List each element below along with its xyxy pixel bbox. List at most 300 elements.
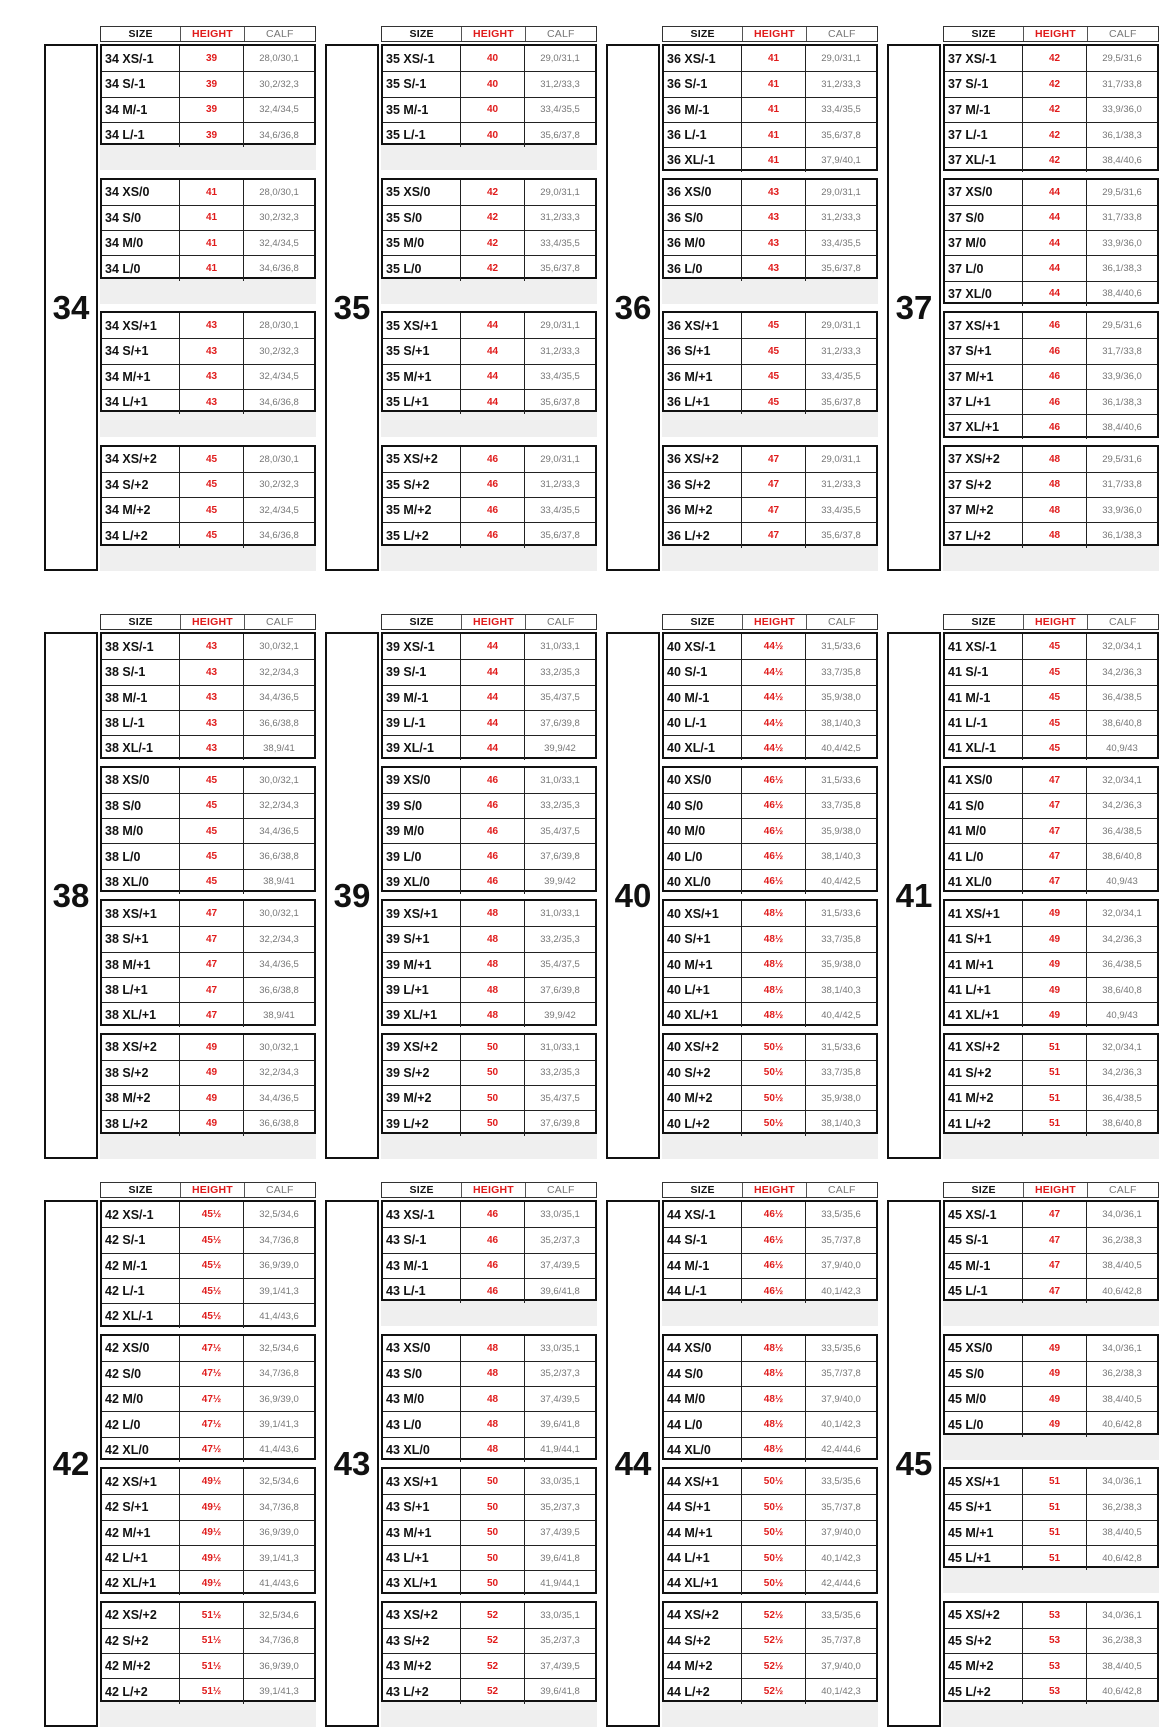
calf-value: 39,6/41,8 [540, 1686, 580, 1698]
size-group [381, 899, 597, 1026]
size-label: 39 XL/0 [383, 870, 461, 894]
size-label: 43 XS/0 [383, 1336, 461, 1361]
calf-value: 31,2/33,3 [540, 78, 580, 90]
height-value: 47 [742, 523, 806, 547]
size-label: 44 S/+1 [664, 1495, 742, 1519]
height-value: 53 [1023, 1629, 1087, 1653]
calf-value: 34,7/36,8 [259, 1234, 299, 1246]
size-label: 41 XS/+2 [945, 1035, 1023, 1060]
size-label: 43 XL/0 [383, 1438, 461, 1462]
calf-column-header: CALF [525, 27, 596, 41]
size-row [664, 147, 876, 172]
size-row [102, 71, 314, 96]
calf-value: 41,4/43,6 [259, 1444, 299, 1456]
size-row [945, 230, 1157, 255]
calf-value: 30,0/32,1 [259, 908, 299, 920]
calf-value: 35,6/37,8 [821, 396, 861, 408]
size-label: 42 S/+2 [102, 1629, 180, 1653]
size-row [102, 230, 314, 255]
size-row [383, 1494, 595, 1519]
calf-value: 36,9/39,0 [259, 1393, 299, 1405]
size-row [102, 1494, 314, 1519]
size-row [664, 1678, 876, 1703]
size-row [102, 634, 314, 659]
size-row [945, 1202, 1157, 1227]
height-value: 42 [1023, 72, 1087, 96]
height-value: 49 [180, 1061, 244, 1085]
size-label: 42 L/-1 [102, 1279, 180, 1303]
height-value: 51 [1023, 1111, 1087, 1135]
size-column-header: SIZE [690, 1184, 715, 1196]
shoe-size-number: 34 [44, 44, 98, 571]
size-row [945, 1227, 1157, 1252]
size-group [943, 311, 1159, 438]
size-row [664, 313, 876, 338]
height-value: 51 [1023, 1521, 1087, 1545]
size-row [102, 1628, 314, 1653]
height-value: 52 [461, 1679, 525, 1703]
height-value: 45 [180, 498, 244, 522]
size-label: 44 XS/+2 [664, 1603, 742, 1628]
size-label: 34 L/+2 [102, 523, 180, 547]
calf-value: 36,9/39,0 [259, 1260, 299, 1272]
calf-value: 38,6/40,8 [1102, 1118, 1142, 1130]
calf-value: 35,9/38,0 [821, 692, 861, 704]
size-row [945, 281, 1157, 306]
size-row [664, 1336, 876, 1361]
size-row [664, 1520, 876, 1545]
size-group [662, 178, 878, 279]
height-value: 50 [461, 1086, 525, 1110]
calf-value: 34,0/36,1 [1102, 1609, 1142, 1621]
size-row [102, 1437, 314, 1462]
size-row [383, 1386, 595, 1411]
size-label: 35 XS/0 [383, 180, 461, 205]
calf-value: 40,1/42,3 [821, 1285, 861, 1297]
height-value: 45 [742, 390, 806, 414]
height-value: 45½ [180, 1254, 244, 1278]
height-value: 45½ [180, 1202, 244, 1227]
size-label: 41 M/0 [945, 819, 1023, 843]
size-label: 37 L/+1 [945, 390, 1023, 414]
size-label: 40 XS/0 [664, 768, 742, 793]
size-group [662, 44, 878, 171]
height-value: 46 [461, 794, 525, 818]
calf-value: 36,2/38,3 [1102, 1635, 1142, 1647]
calf-value: 34,0/36,1 [1102, 1476, 1142, 1488]
size-label: 43 XS/+1 [383, 1469, 461, 1494]
size-column-header: SIZE [409, 616, 434, 628]
height-value: 40 [461, 46, 525, 71]
height-value: 48 [461, 927, 525, 951]
size-row [383, 1060, 595, 1085]
height-value: 51½ [180, 1679, 244, 1703]
size-label: 45 XS/+1 [945, 1469, 1023, 1494]
calf-value: 34,6/36,8 [259, 129, 299, 141]
size-label: 36 XS/+2 [664, 447, 742, 472]
calf-value: 34,2/36,3 [1102, 800, 1142, 812]
size-label: 40 S/+1 [664, 927, 742, 951]
size-label: 39 L/+2 [383, 1111, 461, 1135]
size-row [664, 1386, 876, 1411]
size-row [945, 685, 1157, 710]
calf-value: 28,0/30,1 [259, 320, 299, 332]
size-group [100, 44, 316, 145]
calf-value: 34,4/36,5 [259, 1092, 299, 1104]
size-label: 35 S/+1 [383, 339, 461, 363]
height-value: 43 [180, 660, 244, 684]
height-value: 43 [180, 390, 244, 414]
empty-slot [662, 412, 878, 437]
size-label: 43 M/+2 [383, 1654, 461, 1678]
calf-value: 34,4/36,5 [259, 959, 299, 971]
size-row [945, 1603, 1157, 1628]
size-row [102, 1278, 314, 1303]
calf-value: 40,4/42,5 [821, 876, 861, 888]
calf-value: 40,6/42,8 [1102, 1419, 1142, 1431]
size-label: 41 S/+1 [945, 927, 1023, 951]
height-value: 45 [180, 819, 244, 843]
size-group [100, 1601, 316, 1702]
height-value: 50½ [742, 1035, 806, 1060]
calf-value: 33,0/35,1 [540, 1209, 580, 1221]
height-value: 39 [180, 46, 244, 71]
size-row [945, 46, 1157, 71]
size-row [383, 1227, 595, 1252]
size-row [664, 1202, 876, 1227]
size-group [943, 44, 1159, 171]
size-label: 35 XS/-1 [383, 46, 461, 71]
size-label: 42 XL/+1 [102, 1571, 180, 1595]
calf-value: 34,0/36,1 [1102, 1209, 1142, 1221]
size-group [662, 1467, 878, 1594]
size-row [664, 952, 876, 977]
calf-value: 37,9/40,0 [821, 1260, 861, 1272]
height-value: 45 [742, 313, 806, 338]
size-group [100, 445, 316, 546]
height-value: 44½ [742, 736, 806, 760]
size-row [664, 1603, 876, 1628]
size-row [664, 230, 876, 255]
size-label: 37 M/-1 [945, 98, 1023, 122]
size-label: 37 XS/+1 [945, 313, 1023, 338]
size-column-header: SIZE [409, 28, 434, 40]
size-label: 35 XS/+1 [383, 313, 461, 338]
column-header-row [381, 614, 597, 630]
size-label: 40 S/0 [664, 794, 742, 818]
size-label: 40 S/+2 [664, 1061, 742, 1085]
size-label: 42 XS/+2 [102, 1603, 180, 1628]
calf-value: 40,4/42,5 [821, 742, 861, 754]
size-row [383, 497, 595, 522]
size-row [102, 1002, 314, 1027]
size-row [383, 1085, 595, 1110]
size-row [383, 768, 595, 793]
size-row [664, 1253, 876, 1278]
height-value: 47 [180, 1003, 244, 1027]
calf-value: 33,4/35,5 [540, 371, 580, 383]
size-row [102, 1411, 314, 1436]
size-row [945, 1002, 1157, 1027]
size-label: 42 M/+1 [102, 1521, 180, 1545]
calf-value: 32,5/34,6 [259, 1209, 299, 1221]
height-value: 50 [461, 1546, 525, 1570]
size-group [662, 632, 878, 759]
size-label: 38 XS/+2 [102, 1035, 180, 1060]
size-label: 44 XL/+1 [664, 1571, 742, 1595]
calf-value: 39,9/42 [544, 876, 576, 888]
size-label: 34 M/+1 [102, 365, 180, 389]
size-label: 41 S/0 [945, 794, 1023, 818]
size-label: 37 M/+2 [945, 498, 1023, 522]
calf-value: 39,1/41,3 [259, 1285, 299, 1297]
shoe-size-number: 45 [887, 1200, 941, 1727]
size-row [102, 1386, 314, 1411]
calf-value: 33,2/35,3 [540, 666, 580, 678]
size-label: 39 L/0 [383, 844, 461, 868]
height-value: 43 [180, 686, 244, 710]
size-label: 37 M/+1 [945, 365, 1023, 389]
height-value: 47½ [180, 1336, 244, 1361]
size-label: 37 S/-1 [945, 72, 1023, 96]
size-row [102, 1085, 314, 1110]
size-label: 38 S/+1 [102, 927, 180, 951]
size-label: 39 M/-1 [383, 686, 461, 710]
size-group [943, 1200, 1159, 1301]
height-value: 39 [180, 98, 244, 122]
size-row [664, 1361, 876, 1386]
height-value: 46 [461, 1254, 525, 1278]
size-row [383, 1437, 595, 1462]
height-value: 50½ [742, 1495, 806, 1519]
calf-value: 33,4/35,5 [821, 104, 861, 116]
size-label: 35 L/-1 [383, 123, 461, 147]
size-row [102, 710, 314, 735]
calf-value: 40,4/42,5 [821, 1009, 861, 1021]
size-group [100, 766, 316, 893]
size-row [664, 1227, 876, 1252]
size-label: 45 XS/-1 [945, 1202, 1023, 1227]
calf-value: 35,6/37,8 [821, 530, 861, 542]
size-row [102, 1336, 314, 1361]
size-row [383, 1361, 595, 1386]
height-value: 48 [1023, 523, 1087, 547]
height-value: 46 [461, 473, 525, 497]
size-label: 40 L/0 [664, 844, 742, 868]
size-group [100, 178, 316, 279]
calf-value: 34,4/36,5 [259, 825, 299, 837]
calf-value: 40,9/43 [1106, 1009, 1138, 1021]
shoe-size-number: 40 [606, 632, 660, 1159]
size-label: 42 XL/0 [102, 1438, 180, 1462]
calf-value: 31,2/33,3 [821, 212, 861, 224]
size-row [664, 46, 876, 71]
calf-value: 36,2/38,3 [1102, 1501, 1142, 1513]
height-value: 51½ [180, 1629, 244, 1653]
size-label: 39 XS/+2 [383, 1035, 461, 1060]
calf-value: 35,4/37,5 [540, 959, 580, 971]
height-value: 52½ [742, 1654, 806, 1678]
size-row [102, 1603, 314, 1628]
calf-value: 29,0/31,1 [821, 53, 861, 65]
height-value: 46½ [742, 794, 806, 818]
size-group [100, 1200, 316, 1327]
calf-value: 37,9/40,0 [821, 1527, 861, 1539]
size-row [102, 472, 314, 497]
size-row [383, 1628, 595, 1653]
size-label: 36 S/+2 [664, 473, 742, 497]
size-label: 39 XL/-1 [383, 736, 461, 760]
height-value: 47 [1023, 870, 1087, 894]
calf-value: 37,4/39,5 [540, 1527, 580, 1539]
size-row [102, 1227, 314, 1252]
height-value: 44 [461, 686, 525, 710]
size-row [102, 205, 314, 230]
size-label: 34 XS/0 [102, 180, 180, 205]
size-row [945, 522, 1157, 547]
calf-value: 29,5/31,6 [1102, 453, 1142, 465]
size-label: 42 XS/+1 [102, 1469, 180, 1494]
size-row [102, 338, 314, 363]
size-row [383, 180, 595, 205]
size-row [945, 793, 1157, 818]
size-label: 40 XS/+2 [664, 1035, 742, 1060]
size-row [102, 793, 314, 818]
calf-value: 28,0/30,1 [259, 453, 299, 465]
size-label: 38 M/+1 [102, 953, 180, 977]
size-row [945, 1253, 1157, 1278]
height-value: 44 [1023, 180, 1087, 205]
size-label: 40 M/+2 [664, 1086, 742, 1110]
calf-value: 32,2/34,3 [259, 800, 299, 812]
size-label: 34 L/-1 [102, 123, 180, 147]
size-row [102, 685, 314, 710]
size-row [664, 659, 876, 684]
size-row [664, 122, 876, 147]
height-value: 42 [461, 256, 525, 280]
size-label: 34 S/-1 [102, 72, 180, 96]
height-value: 46 [1023, 339, 1087, 363]
calf-value: 32,4/34,5 [259, 504, 299, 516]
size-label: 43 L/0 [383, 1412, 461, 1436]
calf-value: 37,9/40,0 [821, 1393, 861, 1405]
empty-slot [381, 1134, 597, 1159]
calf-value: 41,9/44,1 [540, 1577, 580, 1589]
calf-value: 41,4/43,6 [259, 1577, 299, 1589]
empty-slot [381, 412, 597, 437]
size-label: 44 M/0 [664, 1387, 742, 1411]
size-label: 39 S/+1 [383, 927, 461, 951]
size-label: 45 M/+2 [945, 1654, 1023, 1678]
height-value: 47 [180, 978, 244, 1002]
height-value: 52 [461, 1654, 525, 1678]
calf-value: 33,0/35,1 [540, 1342, 580, 1354]
size-row [383, 1653, 595, 1678]
height-value: 47 [1023, 1254, 1087, 1278]
size-row [102, 180, 314, 205]
size-label: 39 S/+2 [383, 1061, 461, 1085]
size-group [662, 1200, 878, 1301]
size-row [383, 1202, 595, 1227]
size-row [102, 926, 314, 951]
size-label: 45 M/-1 [945, 1254, 1023, 1278]
size-row [664, 901, 876, 926]
empty-slot [662, 279, 878, 304]
size-row [945, 147, 1157, 172]
height-value: 46½ [742, 768, 806, 793]
calf-value: 31,7/33,8 [1102, 212, 1142, 224]
empty-slot [100, 1134, 316, 1159]
calf-value: 33,4/35,5 [821, 371, 861, 383]
size-row [945, 389, 1157, 414]
height-value: 46 [461, 523, 525, 547]
column-header-row [100, 614, 316, 630]
size-label: 43 M/0 [383, 1387, 461, 1411]
size-label: 37 S/+1 [945, 339, 1023, 363]
height-value: 47 [180, 901, 244, 926]
calf-value: 39,9/42 [544, 1009, 576, 1021]
size-label: 41 L/+2 [945, 1111, 1023, 1135]
calf-value: 34,6/36,8 [259, 396, 299, 408]
empty-slot [381, 279, 597, 304]
size-row [383, 205, 595, 230]
size-row [664, 364, 876, 389]
size-row [383, 1570, 595, 1595]
calf-value: 38,1/40,3 [821, 1118, 861, 1130]
calf-value: 34,7/36,8 [259, 1368, 299, 1380]
size-row [945, 1060, 1157, 1085]
height-value: 48 [461, 1003, 525, 1027]
size-row [945, 1520, 1157, 1545]
height-value: 50½ [742, 1061, 806, 1085]
height-column-header: HEIGHT [180, 1183, 243, 1197]
height-value: 41 [742, 123, 806, 147]
size-label: 38 M/0 [102, 819, 180, 843]
size-row [102, 46, 314, 71]
size-label: 42 S/0 [102, 1362, 180, 1386]
height-value: 44½ [742, 686, 806, 710]
size-row [664, 818, 876, 843]
size-label: 36 XS/+1 [664, 313, 742, 338]
empty-slot [943, 1134, 1159, 1159]
height-value: 49½ [180, 1571, 244, 1595]
size-row [102, 843, 314, 868]
height-value: 46½ [742, 819, 806, 843]
height-value: 46 [461, 1228, 525, 1252]
size-label: 34 M/+2 [102, 498, 180, 522]
calf-value: 38,4/40,5 [1102, 1527, 1142, 1539]
size-row [383, 869, 595, 894]
height-value: 45 [1023, 711, 1087, 735]
size-row [102, 389, 314, 414]
calf-value: 31,5/33,6 [821, 908, 861, 920]
calf-value: 33,9/36,0 [1102, 504, 1142, 516]
size-label: 38 S/0 [102, 794, 180, 818]
shoe-size-number: 36 [606, 44, 660, 571]
size-row [102, 1653, 314, 1678]
size-label: 43 L/+1 [383, 1546, 461, 1570]
height-value: 43 [180, 634, 244, 659]
height-column-header: HEIGHT [461, 27, 524, 41]
height-value: 46½ [742, 1202, 806, 1227]
calf-column-header: CALF [244, 27, 315, 41]
calf-value: 31,0/33,1 [540, 774, 580, 786]
size-row [945, 414, 1157, 439]
height-value: 49 [1023, 1003, 1087, 1027]
size-group [381, 44, 597, 145]
size-label: 41 M/+1 [945, 953, 1023, 977]
calf-column-header: CALF [1087, 1183, 1158, 1197]
